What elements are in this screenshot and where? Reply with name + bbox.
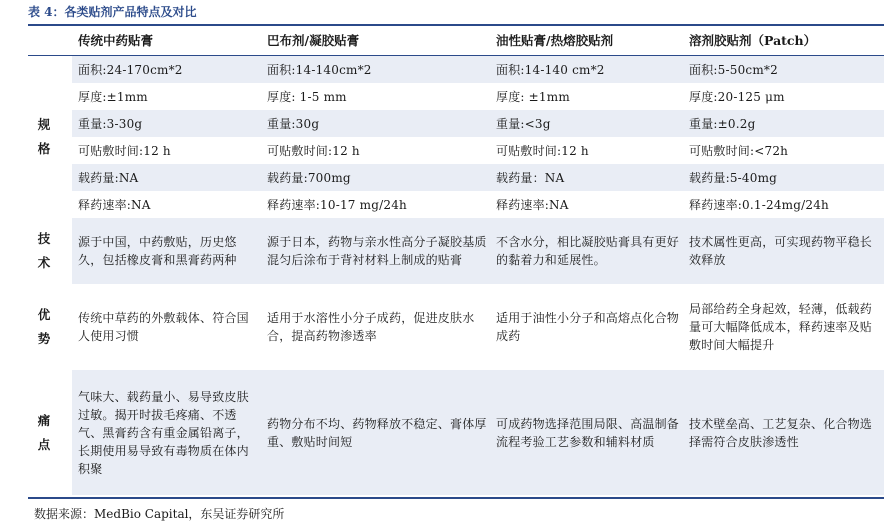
- table-cell-specs-cataplasm: [267, 110, 489, 137]
- table-cell-advantages-solvent-patch: [689, 284, 884, 370]
- table-cell-advantages-hot-melt-patch: [496, 284, 682, 370]
- table-cell-specs-cataplasm: [267, 83, 489, 110]
- table-cell-text: 载药量:700mg: [267, 170, 351, 185]
- table-cell-text: 释药速率:NA: [78, 197, 151, 212]
- section-label-advantages: [28, 284, 60, 370]
- table-cell-specs-hot-melt-patch: [496, 164, 682, 191]
- table-header: [28, 27, 884, 54]
- table-cell-specs-hot-melt-patch: [496, 83, 682, 110]
- table-cell-pain-points-cataplasm: [267, 370, 489, 495]
- column-header-hot-melt-patch: 油性贴膏/热熔胶贴剂: [496, 33, 614, 48]
- table-cell-specs-hot-melt-patch: [496, 191, 682, 218]
- table-cell-specs-hot-melt-patch: [496, 110, 682, 137]
- table-cell-text: 气味大、载药量小、易导致皮肤过敏。揭开时拔毛疼痛、不透气、黑膏药含有重金属铅离子，长期使用易导致有毒物质在体内积聚: [78, 389, 249, 476]
- table-cell-text: 面积:14-140cm*2: [267, 62, 372, 77]
- table-cell-specs-traditional-plaster: [78, 83, 258, 110]
- table-cell-specs-solvent-patch: [689, 56, 884, 83]
- table-cell-text: 可贴敷时间:12 h: [78, 143, 171, 158]
- section-label-text: 痛点: [37, 412, 51, 452]
- table-cell-technology-traditional-plaster: [78, 218, 258, 284]
- table-cell-text: 厚度: 1-5 mm: [267, 89, 347, 104]
- table-cell-text: 重量:3-30g: [78, 116, 143, 131]
- table-cell-text: 载药量：NA: [496, 170, 565, 185]
- table-cell-text: 可成药物选择范围局限、高温制备流程考验工艺参数和辅料材质: [496, 416, 680, 449]
- section-label-text: 技术: [37, 231, 51, 270]
- table-cell-text: 重量:<3g: [496, 116, 551, 131]
- table-cell-specs-traditional-plaster: [78, 56, 258, 83]
- table-cell-technology-hot-melt-patch: [496, 218, 682, 284]
- table-cell-text: 源于日本，药物与亲水性高分子凝胶基质混匀后涂布于背衬材料上制成的贴膏: [267, 235, 487, 267]
- table-cell-text: 局部给药全身起效，轻薄，低载药量可大幅降低成本，释药速率及贴敷时间大幅提升: [689, 302, 873, 352]
- table-title: 表 4：各类贴剂产品特点及对比: [28, 5, 197, 19]
- table-cell-specs-traditional-plaster: [78, 164, 258, 191]
- table-cell-text: 面积:14-140 cm*2: [496, 62, 605, 77]
- section-label-technology: [28, 218, 60, 284]
- table-cell-specs-cataplasm: [267, 56, 489, 83]
- table-cell-text: 传统中草药的外敷载体、符合国人使用习惯: [78, 311, 249, 343]
- column-header-traditional-plaster: 传统中药贴膏: [78, 33, 154, 48]
- table-cell-text: 释药速率:10-17 mg/24h: [267, 197, 407, 212]
- table-cell-text: 适用于油性小分子和高熔点化合物成药: [496, 311, 680, 343]
- table-cell-technology-solvent-patch: [689, 218, 884, 284]
- table-cell-text: 厚度: ±1mm: [496, 89, 570, 104]
- section-label-text: 优势: [37, 307, 51, 346]
- data-source-note: 数据来源：MedBio Capital，东吴证券研究所: [34, 507, 285, 521]
- table-cell-pain-points-traditional-plaster: [78, 370, 258, 495]
- table-cell-text: 可贴敷时间:<72h: [689, 143, 789, 158]
- table-cell-text: 适用于水溶性小分子成药，促进皮肤水合，提高药物渗透率: [267, 311, 475, 343]
- table-cell-specs-solvent-patch: [689, 110, 884, 137]
- table-cell-specs-solvent-patch: [689, 83, 884, 110]
- table-cell-text: 面积:24-170cm*2: [78, 62, 183, 77]
- table-cell-text: 厚度:20-125 μm: [689, 89, 785, 104]
- table-cell-specs-traditional-plaster: [78, 110, 258, 137]
- table-cell-specs-solvent-patch: [689, 164, 884, 191]
- table-cell-advantages-traditional-plaster: [78, 284, 258, 370]
- section-label-pain-points: [28, 370, 60, 495]
- table-cell-text: 重量:±0.2g: [689, 116, 756, 131]
- section-label-text: 规格: [37, 117, 51, 156]
- table-cell-text: 释药速率:NA: [496, 197, 569, 212]
- table-cell-specs-solvent-patch: [689, 137, 884, 164]
- column-header-solvent-patch: 溶剂胶贴剂（Patch）: [689, 33, 817, 48]
- table-cell-specs-cataplasm: [267, 191, 489, 218]
- table-cell-specs-hot-melt-patch: [496, 56, 682, 83]
- table-cell-specs-cataplasm: [267, 137, 489, 164]
- table-cell-text: 技术属性更高，可实现药物平稳长效释放: [689, 235, 873, 267]
- table-cell-text: 载药量:5-40mg: [689, 170, 778, 185]
- table-cell-specs-traditional-plaster: [78, 191, 258, 218]
- table-cell-pain-points-hot-melt-patch: [496, 370, 682, 495]
- section-label-specs: [28, 56, 60, 218]
- table-cell-text: 面积:5-50cm*2: [689, 62, 778, 77]
- table-cell-text: 释药速率:0.1-24mg/24h: [689, 197, 829, 212]
- table-cell-text: 不含水分，相比凝胶贴膏具有更好的黏着力和延展性。: [496, 235, 680, 267]
- table-bottom-rule: [28, 497, 884, 499]
- table-cell-advantages-cataplasm: [267, 284, 489, 370]
- table-cell-text: 可贴敷时间:12 h: [267, 143, 360, 158]
- table-cell-text: 技术壁垒高、工艺复杂、化合物选择需符合皮肤渗透性: [689, 416, 873, 449]
- table-cell-specs-cataplasm: [267, 164, 489, 191]
- table-cell-specs-solvent-patch: [689, 191, 884, 218]
- table-cell-text: 载药量:NA: [78, 170, 139, 185]
- table-cell-text: 药物分布不均、药物释放不稳定、膏体厚重、敷贴时间短: [267, 416, 487, 449]
- table-cell-text: 厚度:±1mm: [78, 89, 148, 104]
- table-cell-specs-hot-melt-patch: [496, 137, 682, 164]
- table-top-rule: [28, 24, 884, 26]
- table-cell-technology-cataplasm: [267, 218, 489, 284]
- table-cell-text: 重量:30g: [267, 116, 320, 131]
- column-header-cataplasm: 巴布剂/凝胶贴膏: [267, 33, 360, 48]
- table-cell-text: 源于中国，中药敷贴，历史悠久，包括橡皮膏和黑膏药两种: [78, 235, 237, 267]
- table-cell-specs-traditional-plaster: [78, 137, 258, 164]
- table-cell-text: 可贴敷时间:12 h: [496, 143, 589, 158]
- table-cell-pain-points-solvent-patch: [689, 370, 884, 495]
